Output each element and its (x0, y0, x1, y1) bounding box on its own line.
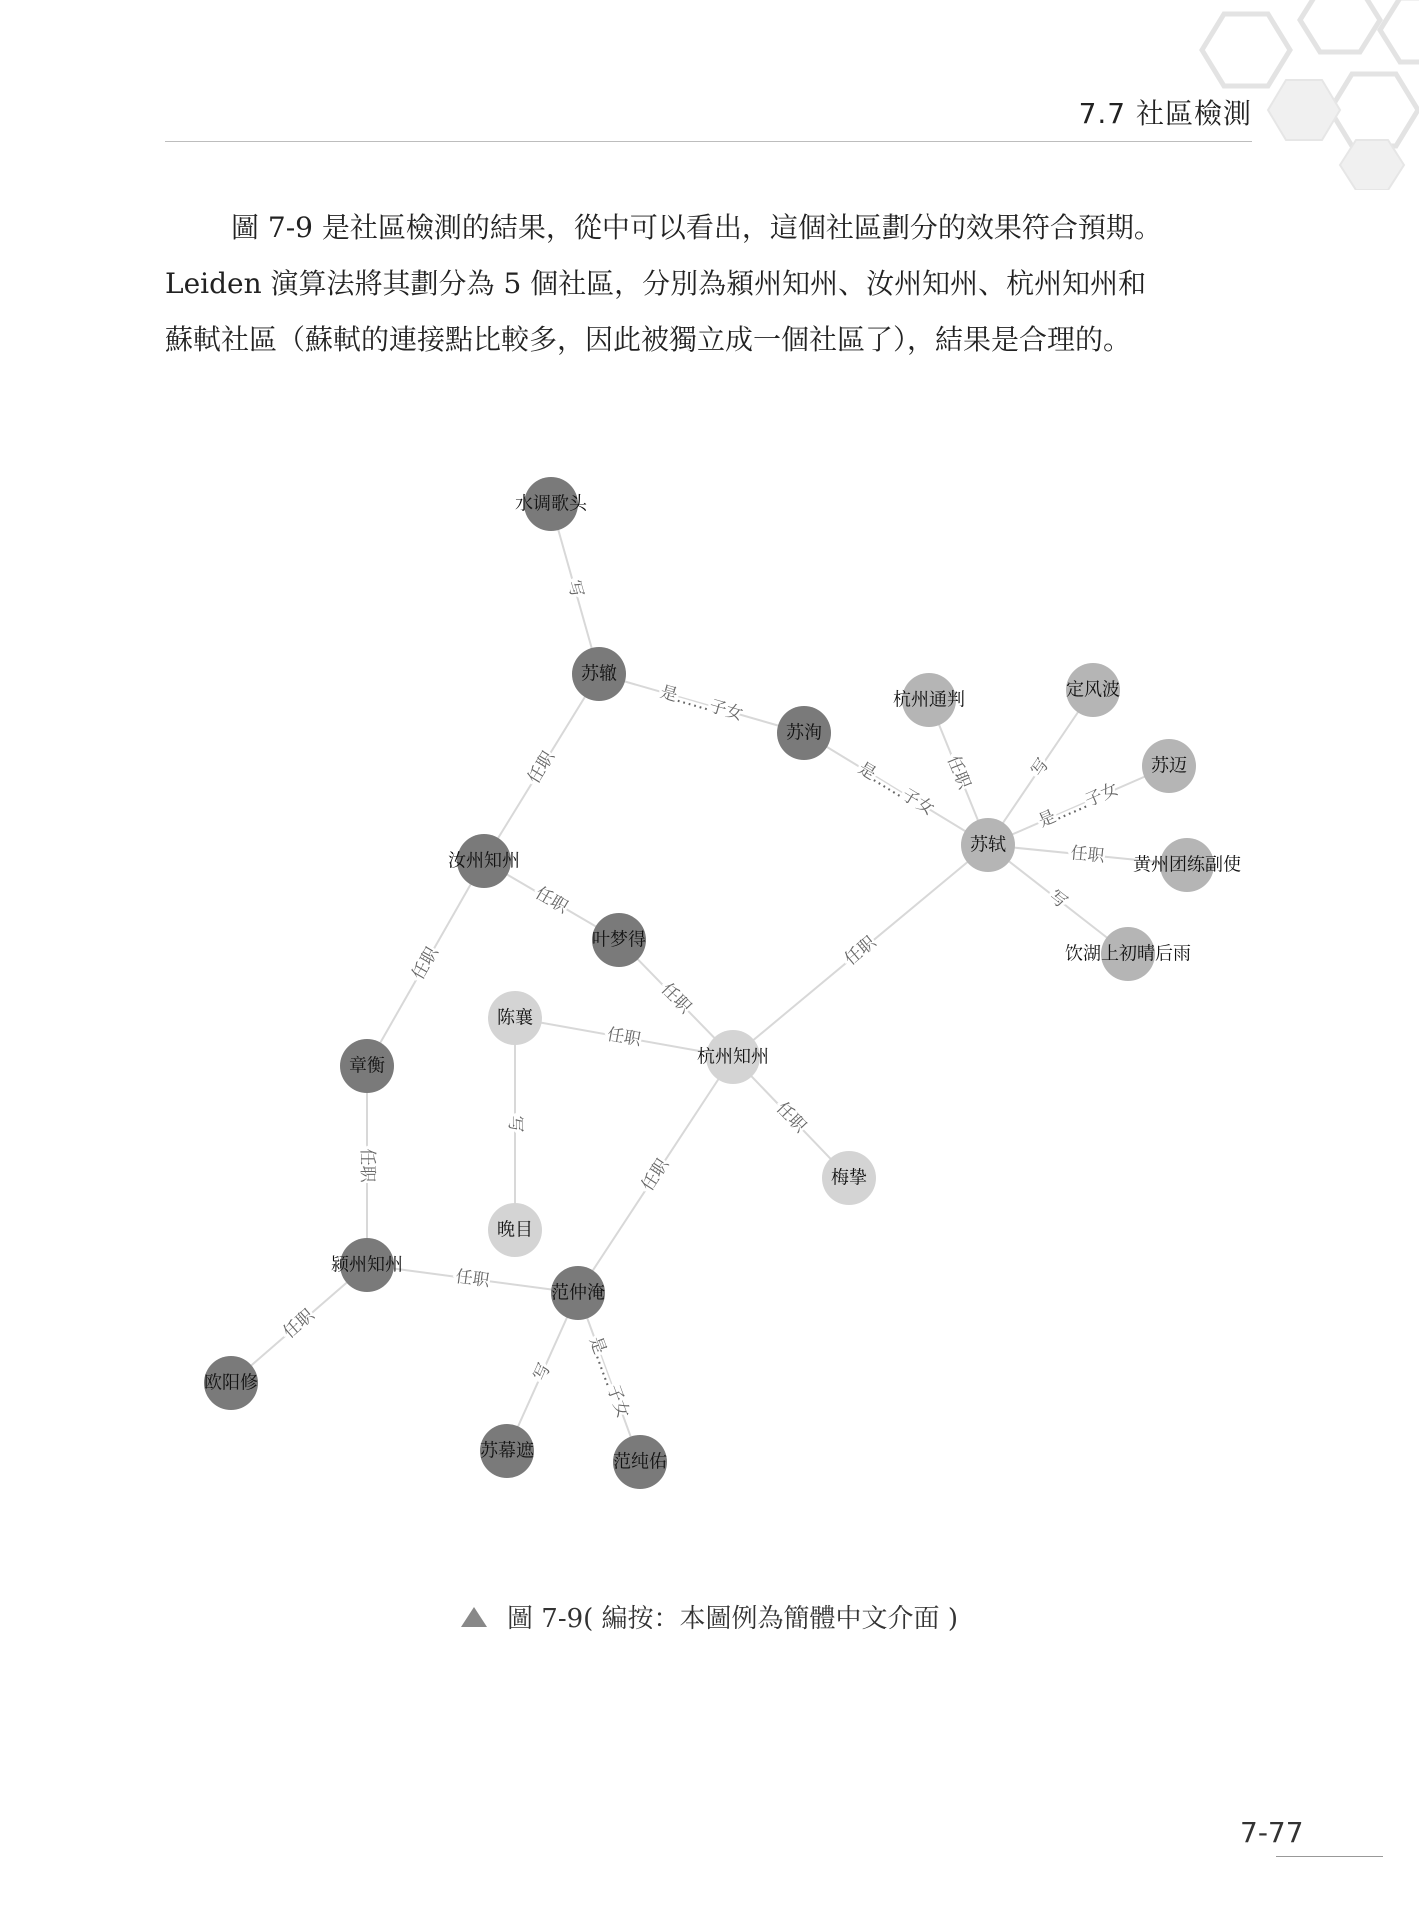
node-label: 杭州通判 (893, 689, 965, 711)
edge-label: 任职 (408, 943, 443, 984)
figure-caption (0, 1598, 1419, 1635)
edge-label: 写 (1045, 886, 1071, 913)
node-label: 苏幕遮 (480, 1440, 534, 1462)
edge-label: 写 (1027, 754, 1054, 781)
edge-label: 写 (505, 1115, 525, 1133)
community-graph (0, 440, 1419, 1520)
node-label: 饮湖上初晴后雨 (1065, 943, 1191, 965)
body-line: Leiden 演算法將其劃分為 5 個社區，分別為潁州知州、汝州知州、杭州知州和 (165, 267, 1147, 300)
body-line: 蘇軾社區（蘇軾的連接點比較多，因此被獨立成一個社區了），結果是合理的。 (165, 323, 1132, 356)
node-label: 黄州团练副使 (1133, 854, 1241, 876)
edge-label: 是……子女 (1035, 779, 1122, 832)
edge-label: 任职 (942, 752, 975, 793)
footer-rule (1276, 1856, 1383, 1857)
edge-label: 任职 (637, 1155, 674, 1195)
edge-label: 任职 (524, 747, 559, 788)
node-label: 梅挚 (831, 1167, 867, 1189)
edge-label: 写 (563, 578, 587, 600)
edge-label: 任职 (531, 883, 572, 918)
body-paragraph (165, 200, 1253, 368)
edge-label: 是……子女 (657, 682, 746, 725)
node-label: 陈襄 (497, 1007, 533, 1029)
edge-label: 是……子女 (585, 1334, 633, 1421)
node-label: 欧阳修 (204, 1372, 258, 1394)
node-label: 范纯佑 (613, 1451, 667, 1473)
edge-label: 任职 (1069, 843, 1106, 867)
node-label: 汝州知州 (448, 850, 520, 872)
body-line: 圖 7-9 是社區檢測的結果，從中可以看出，這個社區劃分的效果符合預期。 (231, 211, 1162, 244)
running-header: 7.7 社區檢測 (1078, 97, 1252, 130)
node-label: 章衡 (349, 1055, 385, 1077)
edge-label: 写 (529, 1360, 556, 1384)
node-label: 苏辙 (581, 663, 617, 685)
node-label: 杭州知州 (697, 1046, 769, 1068)
caption-triangle-icon (461, 1607, 487, 1627)
node-label: 晚目 (497, 1219, 533, 1241)
caption-text: 圖 7-9( 編按：本圖例為簡體中文介面 ) (507, 1604, 958, 1634)
node-label: 叶梦得 (592, 929, 646, 951)
node-label: 定风波 (1066, 679, 1120, 701)
edge-label: 任职 (279, 1305, 319, 1343)
node-label: 苏轼 (970, 834, 1006, 856)
edge-label: 任职 (605, 1024, 643, 1051)
page-number: 7-77 (1240, 1816, 1304, 1849)
edge-label: 任职 (454, 1266, 491, 1292)
edge-label: 是……子女 (854, 758, 938, 820)
node-label: 水调歌头 (515, 493, 587, 515)
edge-label: 任职 (656, 979, 696, 1018)
node-label: 苏迈 (1151, 755, 1187, 777)
edge-label: 任职 (357, 1148, 377, 1183)
node-label: 苏洵 (786, 722, 822, 744)
edge-label: 任职 (841, 932, 880, 970)
edge-label: 任职 (772, 1098, 810, 1137)
node-label: 范仲淹 (551, 1282, 605, 1304)
header-rule (165, 141, 1252, 142)
node-label: 颍州知州 (331, 1254, 403, 1276)
